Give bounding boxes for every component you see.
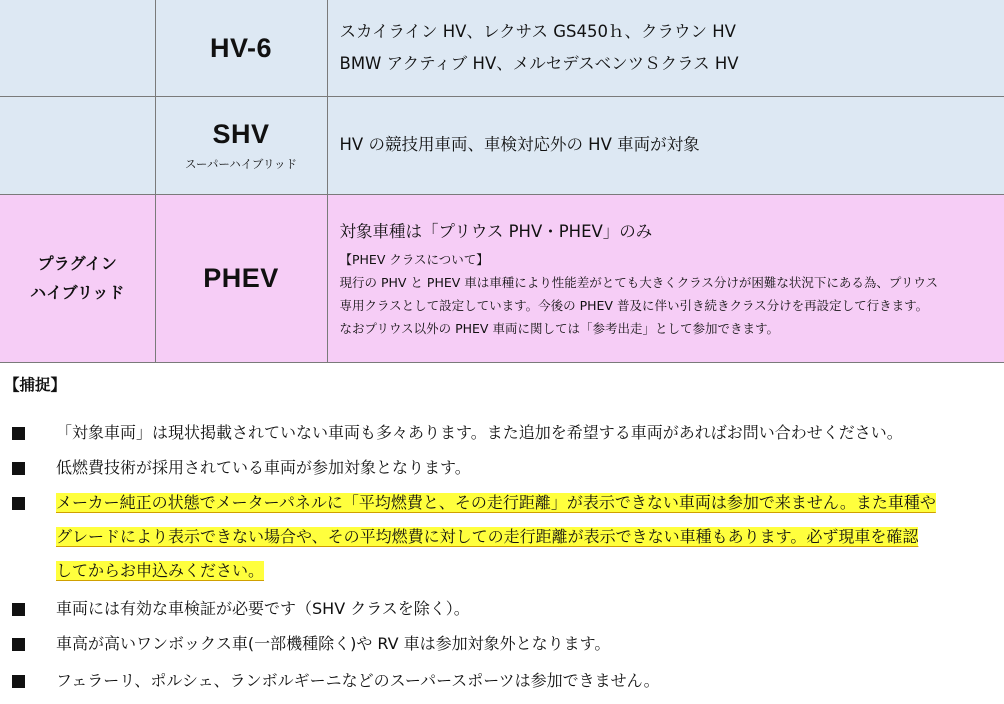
bullet-square-icon bbox=[12, 603, 25, 616]
class-cell bbox=[155, 96, 327, 194]
class-name: SHV bbox=[212, 119, 270, 149]
description-cell bbox=[327, 96, 1004, 194]
bullet-square-icon bbox=[12, 462, 25, 475]
phev-note-line: 専用クラスとして設定しています。今後の PHEV 普及に伴い引き続きクラス分けを再設定して行きます。 bbox=[339, 298, 929, 313]
table-row-shv bbox=[0, 96, 1004, 194]
phev-note-heading: 【PHEV クラスについて】 bbox=[339, 252, 489, 267]
highlighted-text: グレードにより表示できない場合や、その平均燃費に対しての走行距離が表示できない車種もあります。必ず現車を確認 bbox=[56, 527, 919, 546]
description-line: スカイライン HV、レクサス GS450ｈ、クラウン HV bbox=[339, 21, 736, 41]
description-line: 対象車種は「プリウス PHV・PHEV」のみ bbox=[339, 222, 653, 241]
notes-title: 【捕捉】 bbox=[4, 376, 67, 394]
note-item: フェラーリ、ポルシェ、ランボルギーニなどのスーパースポーツは参加できません。 bbox=[56, 671, 660, 690]
category-cell bbox=[0, 0, 155, 96]
note-item: 車両には有効な車検証が必要です（SHV クラスを除く）。 bbox=[56, 599, 470, 618]
description-line: HV の競技用車両、車検対応外の HV 車両が対象 bbox=[339, 135, 700, 154]
table-row-phev bbox=[0, 194, 1004, 362]
class-name: PHEV bbox=[203, 263, 279, 293]
note-item: 「対象車両」は現状掲載されていない車両も多々あります。また追加を希望する車両があればお問い合わせください。 bbox=[56, 423, 903, 442]
highlighted-text: メーカー純正の状態でメーターパネルに「平均燃費と、その走行距離」が表示できない車両は参加で来ません。また車種や bbox=[56, 493, 936, 512]
category-label: プラグイン bbox=[37, 254, 117, 273]
category-label: ハイブリッド bbox=[30, 283, 125, 302]
category-cell bbox=[0, 96, 155, 194]
highlighted-text: してからお申込みください。 bbox=[56, 561, 265, 580]
description-cell bbox=[327, 194, 1004, 362]
bullet-square-icon bbox=[12, 497, 25, 510]
phev-note-line: なおプリウス以外の PHEV 車両に関しては「参考出走」として参加できます。 bbox=[339, 321, 779, 336]
class-cell bbox=[155, 0, 327, 96]
note-item-highlighted bbox=[56, 486, 936, 588]
category-cell bbox=[0, 194, 155, 362]
phev-note-line: 現行の PHV と PHEV 車は車種により性能差がとても大きくクラス分けが困難な状況下にある為、プリウス bbox=[339, 275, 939, 290]
class-name: HV-6 bbox=[209, 32, 273, 63]
note-item: 車高が高いワンボックス車(一部機種除く)や RV 車は参加対象外となります。 bbox=[56, 634, 611, 653]
bullet-square-icon bbox=[12, 427, 25, 440]
bullet-square-icon bbox=[12, 675, 25, 688]
table-row-hv6 bbox=[0, 0, 1004, 96]
description-line: BMW アクティブ HV、メルセデスベンツＳクラス HV bbox=[339, 53, 739, 73]
note-item: 低燃費技術が採用されている車両が参加対象となります。 bbox=[56, 458, 471, 477]
bullet-square-icon bbox=[12, 638, 25, 651]
class-subtitle: スーパーハイブリッド bbox=[184, 157, 297, 171]
description-cell bbox=[327, 0, 1004, 96]
class-cell bbox=[155, 194, 327, 362]
